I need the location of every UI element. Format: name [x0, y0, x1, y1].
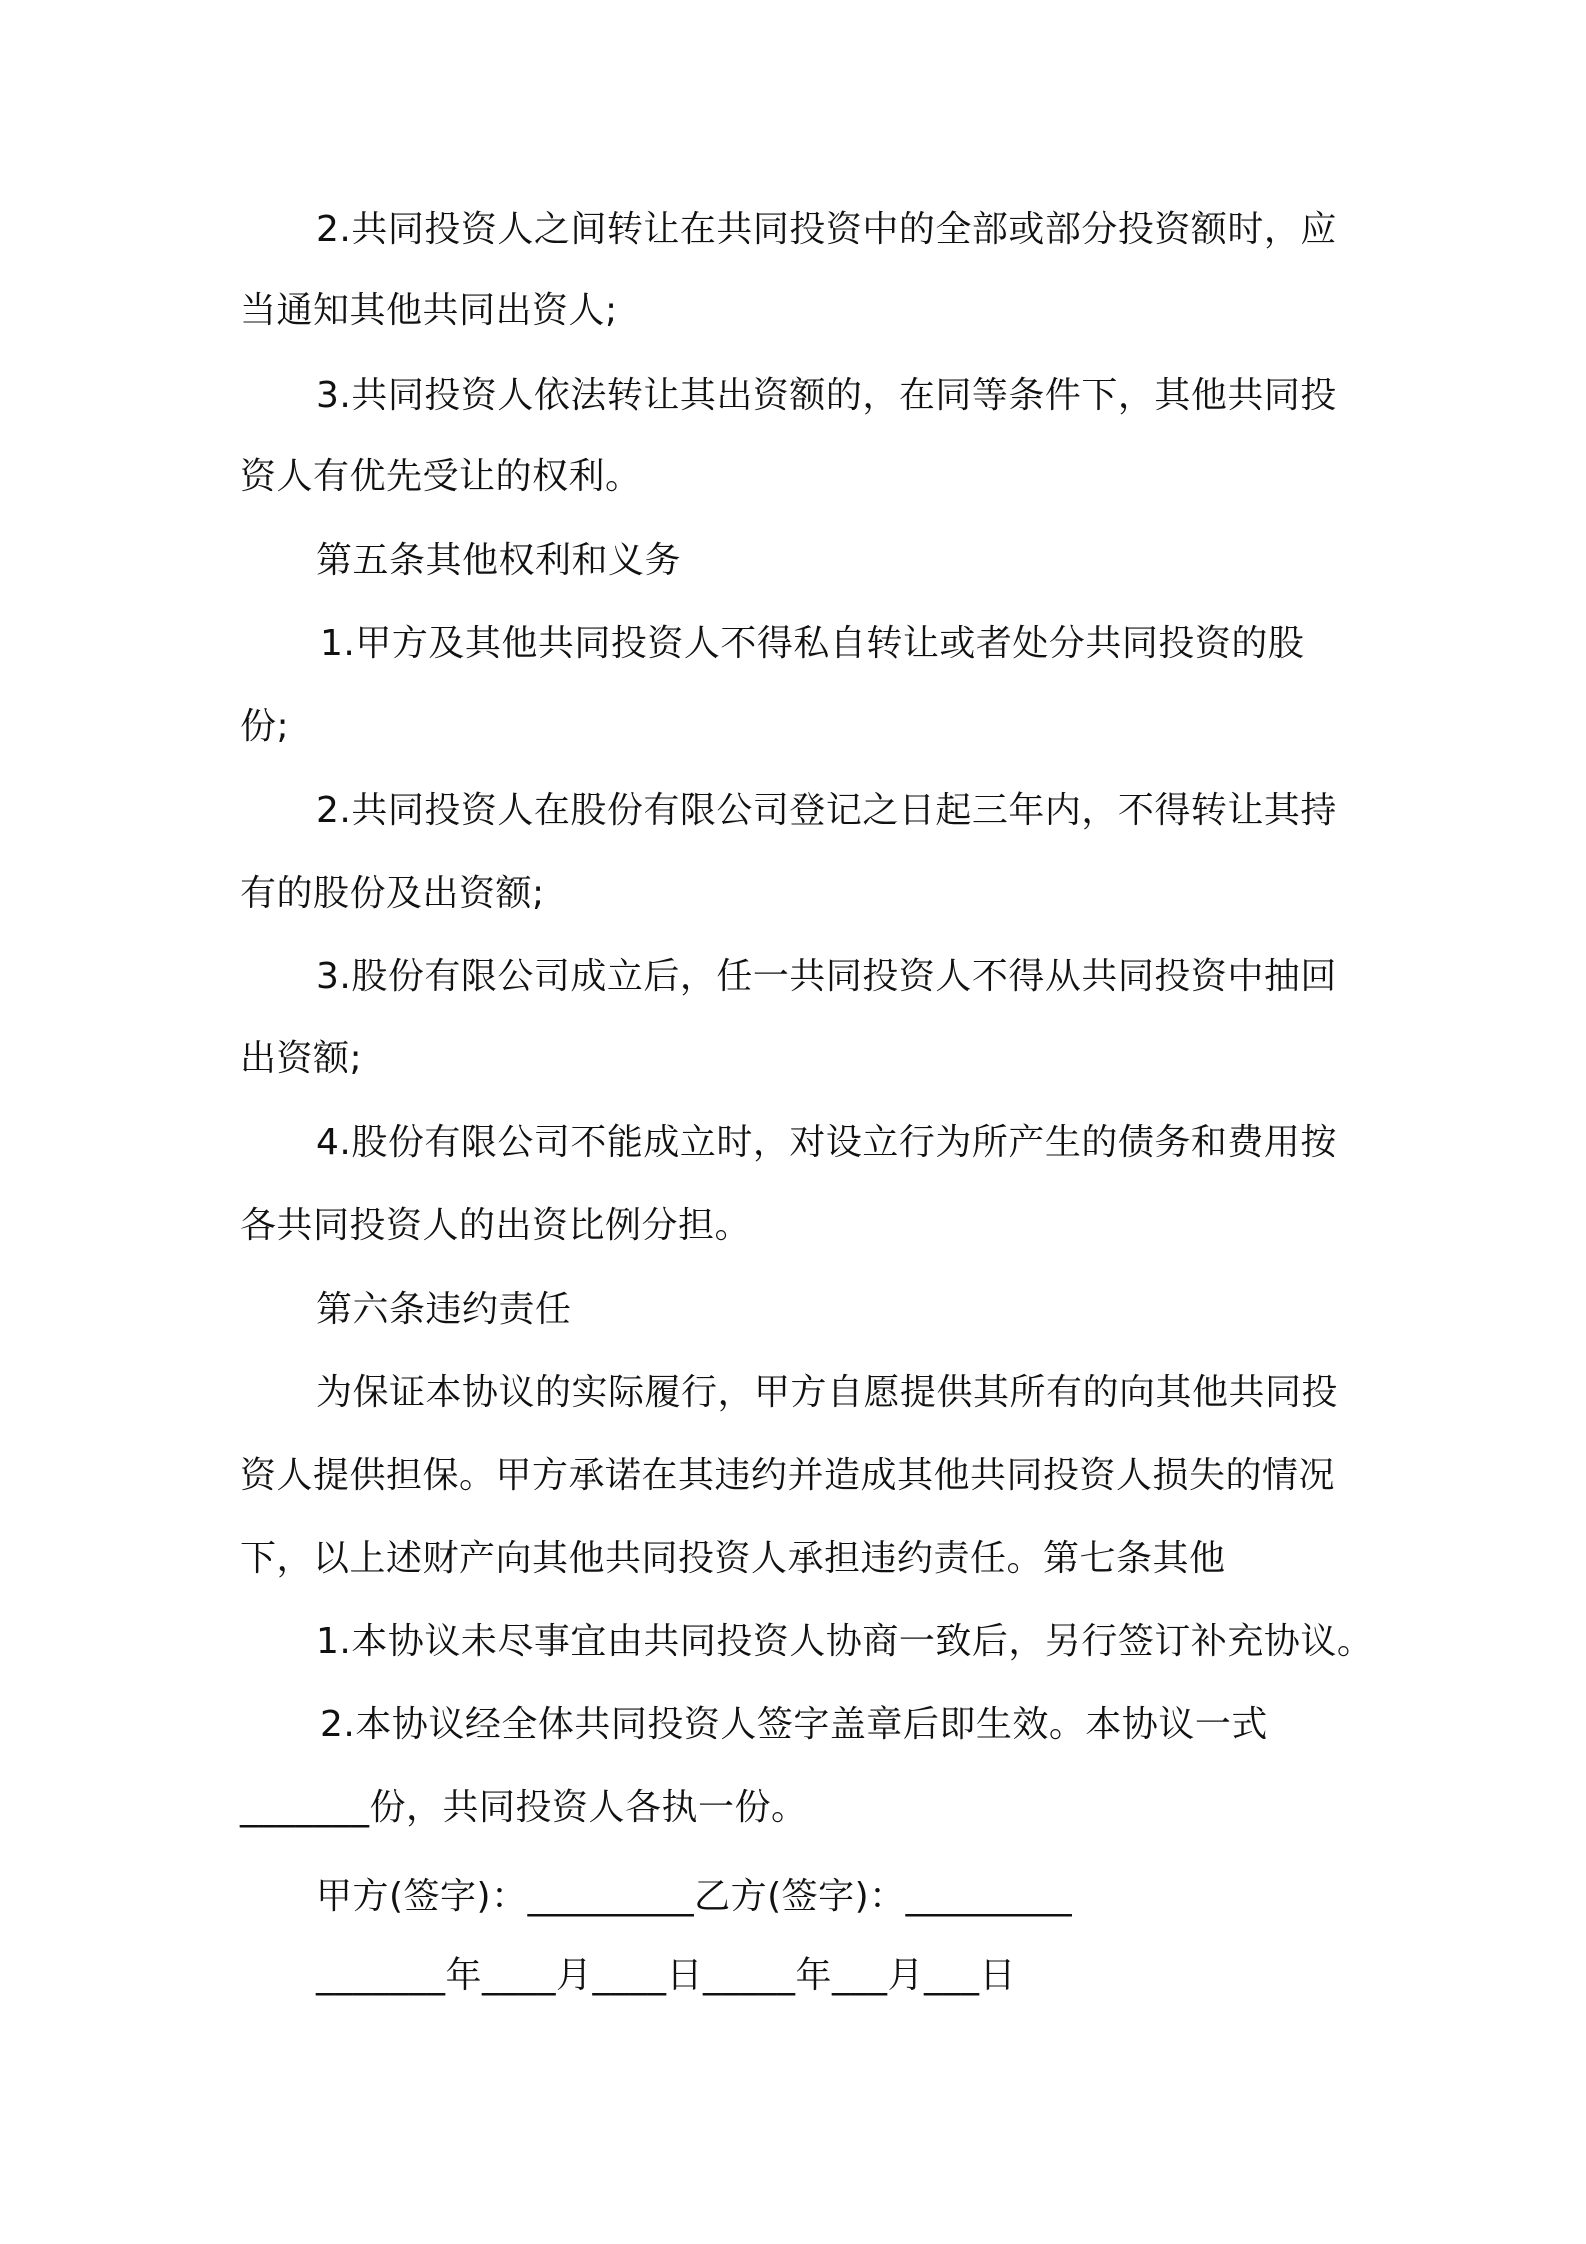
clause-5-item-2-line-2: 有的股份及出资额; [240, 873, 545, 914]
clause-5-heading: 第五条其他权利和义务 [316, 540, 682, 581]
clause-5-item-4-line-2: 各共同投资人的出资比例分担。 [240, 1205, 752, 1246]
signature-line: 甲方(签字)：_________乙方(签字)：_________ [316, 1876, 1073, 1917]
clause-4-item-3-line-1: 3.共同投资人依法转让其出资额的，在同等条件下，其他共同投 [316, 375, 1337, 416]
clause-7-item-2-line-2: _______份，共同投资人各执一份。 [240, 1787, 808, 1828]
clause-5-item-2-line-1: 2.共同投资人在股份有限公司登记之日起三年内，不得转让其持 [316, 790, 1337, 831]
date-line: _______年____月____日_____年___月___日 [316, 1955, 1017, 1996]
clause-4-item-2-line-2: 当通知其他共同出资人; [240, 290, 618, 331]
clause-7-item-2-line-1: 2.本协议经全体共同投资人签字盖章后即生效。本协议一式 [320, 1704, 1268, 1745]
clause-4-item-2-line-1: 2.共同投资人之间转让在共同投资中的全部或部分投资额时，应 [316, 209, 1337, 250]
clause-4-item-3-line-2: 资人有优先受让的权利。 [240, 456, 642, 497]
clause-6-body-line-1: 为保证本协议的实际履行，甲方自愿提供其所有的向其他共同投 [316, 1372, 1339, 1413]
clause-6-heading: 第六条违约责任 [316, 1289, 572, 1330]
clause-5-item-1-line-2: 份; [240, 706, 290, 747]
clause-5-item-3-line-1: 3.股份有限公司成立后，任一共同投资人不得从共同投资中抽回 [316, 956, 1337, 997]
clause-6-body-line-3: 下，以上述财产向其他共同投资人承担违约责任。第七条其他 [240, 1538, 1226, 1579]
clause-5-item-3-line-2: 出资额; [240, 1038, 363, 1079]
clause-5-item-1-line-1: 1.甲方及其他共同投资人不得私自转让或者处分共同投资的股 [320, 623, 1305, 664]
clause-5-item-4-line-1: 4.股份有限公司不能成立时，对设立行为所产生的债务和费用按 [316, 1122, 1337, 1163]
clause-7-item-1: 1.本协议未尽事宜由共同投资人协商一致后，另行签订补充协议。 [316, 1621, 1374, 1662]
clause-6-body-line-2: 资人提供担保。甲方承诺在其违约并造成其他共同投资人损失的情况 [240, 1455, 1336, 1496]
